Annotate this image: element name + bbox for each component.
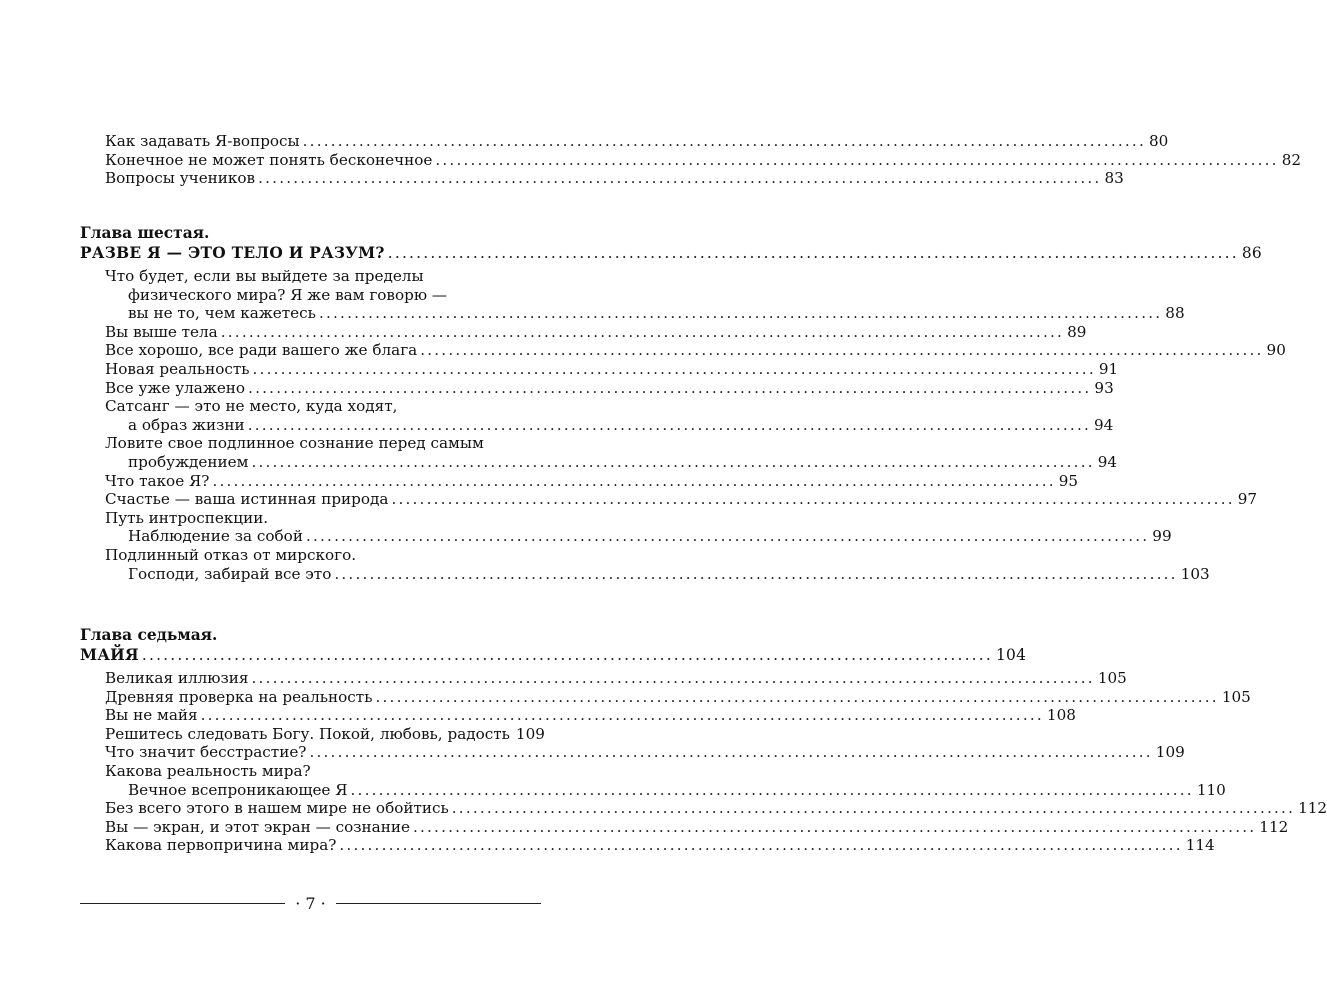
- toc-entry-title: Без всего этого в нашем мире не обойтись: [105, 799, 449, 818]
- toc-entry-title: Конечное не может понять бесконечное: [105, 150, 433, 169]
- footer-rule-left: [80, 903, 285, 904]
- leader-dots: ........................................................................................................................: [387, 244, 1239, 262]
- toc-entry-title: Все хорошо, все ради вашего же блага: [105, 341, 418, 360]
- toc-entry-title: а образ жизни: [128, 415, 245, 434]
- toc-entry-title: Все уже улажено: [105, 378, 246, 397]
- toc-entry: [105, 669, 1127, 688]
- leader-dots: ........................................................................................................................: [391, 490, 1235, 509]
- toc-entry-title: Наблюдение за собой: [128, 527, 303, 546]
- toc-entry-page: 109: [515, 724, 545, 743]
- toc-entry-title: Великая иллюзия: [105, 669, 249, 687]
- leader-dots: ........................................................................................................................: [420, 341, 1264, 360]
- toc-entry: [105, 341, 1286, 360]
- toc-entry-title: Вы не майя: [105, 706, 198, 725]
- toc-entry-line: Путь интроспекции.: [105, 508, 269, 527]
- toc-entry-title: Решитесь следовать Богу. Покой, любовь, радость: [105, 724, 510, 743]
- toc-entry-page: 83: [1104, 169, 1124, 188]
- toc-entry-page: 112: [1259, 817, 1289, 836]
- toc-entry-line: Сатсанг — это не место, куда ходят,: [105, 397, 398, 416]
- chapter-label: Глава шестая.: [80, 224, 210, 242]
- toc-entry-page: 88: [1165, 304, 1185, 323]
- toc-entry: [128, 304, 1185, 323]
- chapter-label: Глава седьмая.: [80, 626, 218, 644]
- footer-rule-right: [336, 903, 541, 904]
- toc-entry-page: 80: [1148, 132, 1169, 150]
- toc-entry: [105, 150, 1302, 170]
- toc-entry-title: Господи, забирай все это: [128, 564, 332, 583]
- leader-dots: ........................................................................................................................: [141, 646, 993, 664]
- leader-dots: ........................................................................................................................: [350, 780, 1194, 799]
- toc-entry-page: 93: [1094, 378, 1114, 397]
- toc-entry: [128, 780, 1226, 800]
- toc-entry-page: 108: [1046, 706, 1076, 725]
- toc-entry-page: 105: [1221, 687, 1251, 706]
- toc-chapter-6: [80, 223, 1286, 583]
- toc-entry-page: 110: [1196, 780, 1226, 799]
- toc-entry-page: 99: [1152, 527, 1172, 546]
- toc-section-previous: [80, 132, 1302, 188]
- toc-chapter-7: [80, 625, 1327, 855]
- leader-dots: ........................................................................................................................: [252, 359, 1096, 378]
- toc-entry: [128, 564, 1210, 584]
- toc-entry: [105, 687, 1251, 707]
- leader-dots: ........................................................................................................................: [305, 527, 1150, 546]
- toc-entry: [105, 743, 1185, 762]
- leader-dots: ........................................................................................................................: [334, 564, 1178, 583]
- toc-entry: [105, 490, 1258, 509]
- toc-entry-title: Что значит бесстрастие?: [105, 743, 307, 762]
- toc-entry-line: Что будет, если вы выйдете за пределы: [105, 267, 424, 285]
- chapter-page: 86: [1241, 244, 1263, 262]
- toc-entry: [105, 706, 1076, 725]
- leader-dots: ........................................................................................................................: [435, 150, 1279, 169]
- toc-entry: [105, 724, 545, 744]
- leader-dots: ........................................................................................................................: [302, 132, 1146, 150]
- toc-entry: [105, 322, 1087, 342]
- toc-entry-page: 94: [1094, 415, 1114, 434]
- toc-entry: [105, 817, 1289, 837]
- toc-entry-title: Счастье — ваша истинная природа: [105, 490, 389, 509]
- toc-entry: [105, 132, 1169, 151]
- toc-entry-title: Вы выше тела: [105, 322, 218, 341]
- leader-dots: ........................................................................................................................: [212, 471, 1056, 490]
- toc-entry-page: 97: [1237, 490, 1258, 509]
- toc-entry-line: Ловите свое подлинное сознание перед самым: [105, 434, 484, 453]
- toc-entry-title: Новая реальность: [105, 359, 250, 378]
- leader-dots: ........................................................................................................................: [247, 415, 1092, 434]
- chapter-title-entry: [80, 243, 1263, 263]
- page-number: · 7 ·: [295, 893, 326, 913]
- toc-entry-page: 114: [1185, 836, 1215, 855]
- leader-dots: ........................................................................................................................: [200, 706, 1044, 725]
- chapter-title: МАЙЯ: [80, 646, 139, 664]
- toc-entry: [105, 378, 1114, 398]
- toc-entry: [105, 836, 1215, 855]
- toc-entry: [105, 359, 1119, 379]
- chapter-title: РАЗВЕ Я — ЭТО ТЕЛО И РАЗУМ?: [80, 244, 385, 262]
- toc-entry: [105, 169, 1124, 188]
- toc-entry-title: Как задавать Я-вопросы: [105, 132, 300, 150]
- toc-entry-page: 103: [1180, 564, 1210, 583]
- leader-dots: ........................................................................................................................: [220, 322, 1065, 341]
- leader-dots: ........................................................................................................................: [412, 817, 1257, 836]
- leader-dots: ........................................................................................................................: [251, 452, 1095, 471]
- leader-dots: ........................................................................................................................: [451, 799, 1296, 818]
- leader-dots: ........................................................................................................................: [248, 378, 1092, 397]
- leader-dots: ........................................................................................................................: [258, 169, 1102, 188]
- leader-dots: ........................................................................................................................: [318, 304, 1163, 323]
- toc-entry-line: Подлинный отказ от мирского.: [105, 545, 357, 564]
- toc-entry: [128, 415, 1114, 435]
- toc-entry-page: 109: [1155, 743, 1185, 762]
- toc-entry-page: 95: [1058, 471, 1079, 490]
- toc-entry: [105, 799, 1327, 818]
- chapter-page: 104: [995, 646, 1027, 664]
- toc-entry-page: 82: [1281, 150, 1302, 169]
- toc-entry-line: Какова реальность мира?: [105, 761, 311, 780]
- leader-dots: ........................................................................................................................: [375, 687, 1219, 706]
- toc-entry-title: Древняя проверка на реальность: [105, 687, 373, 706]
- toc-entry-title: вы не то, чем кажетесь: [128, 304, 316, 323]
- toc-entry: [128, 527, 1172, 546]
- toc-entry-title: Вы — экран, и этот экран — сознание: [105, 817, 410, 836]
- toc-entry-title: Вопросы учеников: [105, 169, 256, 188]
- toc-entry-page: 94: [1097, 452, 1118, 471]
- toc-entry-title: Что такое Я?: [105, 471, 210, 490]
- toc-entry-page: 91: [1098, 359, 1119, 378]
- leader-dots: ........................................................................................................................: [309, 743, 1153, 762]
- toc-entry-line: физического мира? Я же вам говорю —: [128, 285, 448, 304]
- toc-entry-page: 105: [1097, 669, 1127, 687]
- toc-entry-title: Какова первопричина мира?: [105, 836, 337, 855]
- leader-dots: ........................................................................................................................: [251, 669, 1095, 687]
- toc-entry-page: 112: [1298, 799, 1327, 818]
- toc-entry-page: 90: [1266, 341, 1286, 360]
- page-footer: [80, 893, 541, 913]
- toc-entry-page: 89: [1067, 322, 1087, 341]
- leader-dots: ........................................................................................................................: [339, 836, 1183, 855]
- toc-entry: [128, 452, 1118, 472]
- toc-entry-title: Вечное всепроникающее Я: [128, 780, 348, 799]
- toc-entry-title: пробуждением: [128, 452, 249, 471]
- chapter-title-entry: [80, 645, 1027, 665]
- toc-entry: [105, 471, 1079, 491]
